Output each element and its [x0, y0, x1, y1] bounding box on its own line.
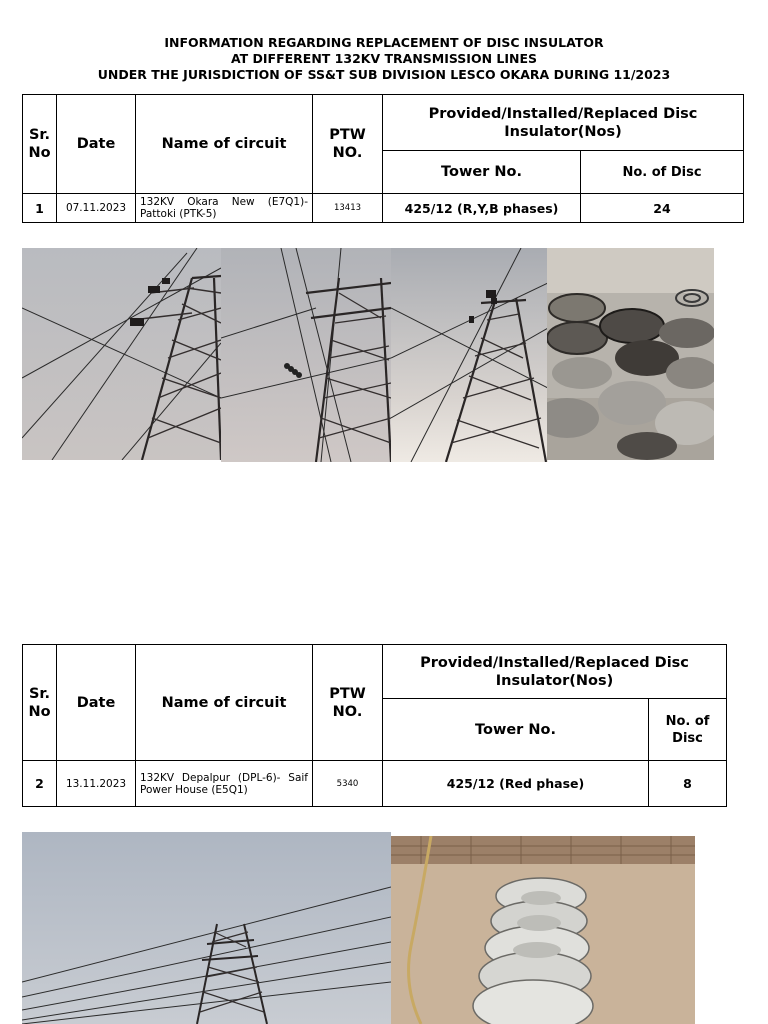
ptw-cell: 13413 [313, 194, 383, 223]
sr-cell: 1 [23, 194, 57, 223]
table-row [23, 194, 744, 223]
header-discs: No. of Disc [581, 151, 744, 194]
tower-photo-2 [221, 248, 391, 462]
discs-cell: 24 [581, 194, 744, 223]
ptw-cell: 5340 [313, 761, 383, 807]
header-tower: Tower No. [383, 151, 581, 194]
tower-photo-3 [391, 248, 548, 462]
heading-line-1: INFORMATION REGARDING REPLACEMENT OF DISC INSULATOR [164, 35, 604, 50]
circuit-cell: 132KV Depalpur (DPL-6)- Saif Power House (E5Q1) [136, 761, 313, 807]
header-ptw: PTW NO. [313, 645, 383, 761]
header-group: Provided/Installed/Replaced Disc Insulator(Nos) [383, 645, 727, 699]
disc-insulator-string-photo [391, 836, 695, 1024]
header-sr-no: Sr. No [23, 95, 57, 194]
table-row [23, 761, 727, 807]
header-date: Date [57, 95, 136, 194]
replacement-table-1 [22, 94, 744, 223]
replacement-table-2 [22, 644, 727, 807]
tower-cell: 425/12 (R,Y,B phases) [383, 194, 581, 223]
heading-line-3: UNDER THE JURISDICTION OF SS&T SUB DIVISION LESCO OKARA DURING 11/2023 [97, 67, 671, 82]
heading-line-2: AT DIFFERENT 132KV TRANSMISSION LINES [230, 51, 538, 66]
header-sr-no: Sr. No [23, 645, 57, 761]
header-ptw: PTW NO. [313, 95, 383, 194]
date-cell: 13.11.2023 [57, 761, 136, 807]
disc-insulators-photo [547, 248, 714, 460]
discs-cell: 8 [649, 761, 727, 807]
tower-photo-1 [22, 248, 221, 460]
header-circuit: Name of circuit [136, 645, 313, 761]
header-discs: No. of Disc [649, 699, 727, 761]
header-circuit: Name of circuit [136, 95, 313, 194]
tower-cell: 425/12 (Red phase) [383, 761, 649, 807]
date-cell: 07.11.2023 [57, 194, 136, 223]
sr-cell: 2 [23, 761, 57, 807]
header-group: Provided/Installed/Replaced Disc Insulator(Nos) [383, 95, 744, 151]
header-date: Date [57, 645, 136, 761]
header-tower: Tower No. [383, 699, 649, 761]
circuit-cell: 132KV Okara New (E7Q1)-Pattoki (PTK-5) [136, 194, 313, 223]
tower-photo-4 [22, 832, 391, 1024]
report-heading [0, 35, 768, 83]
